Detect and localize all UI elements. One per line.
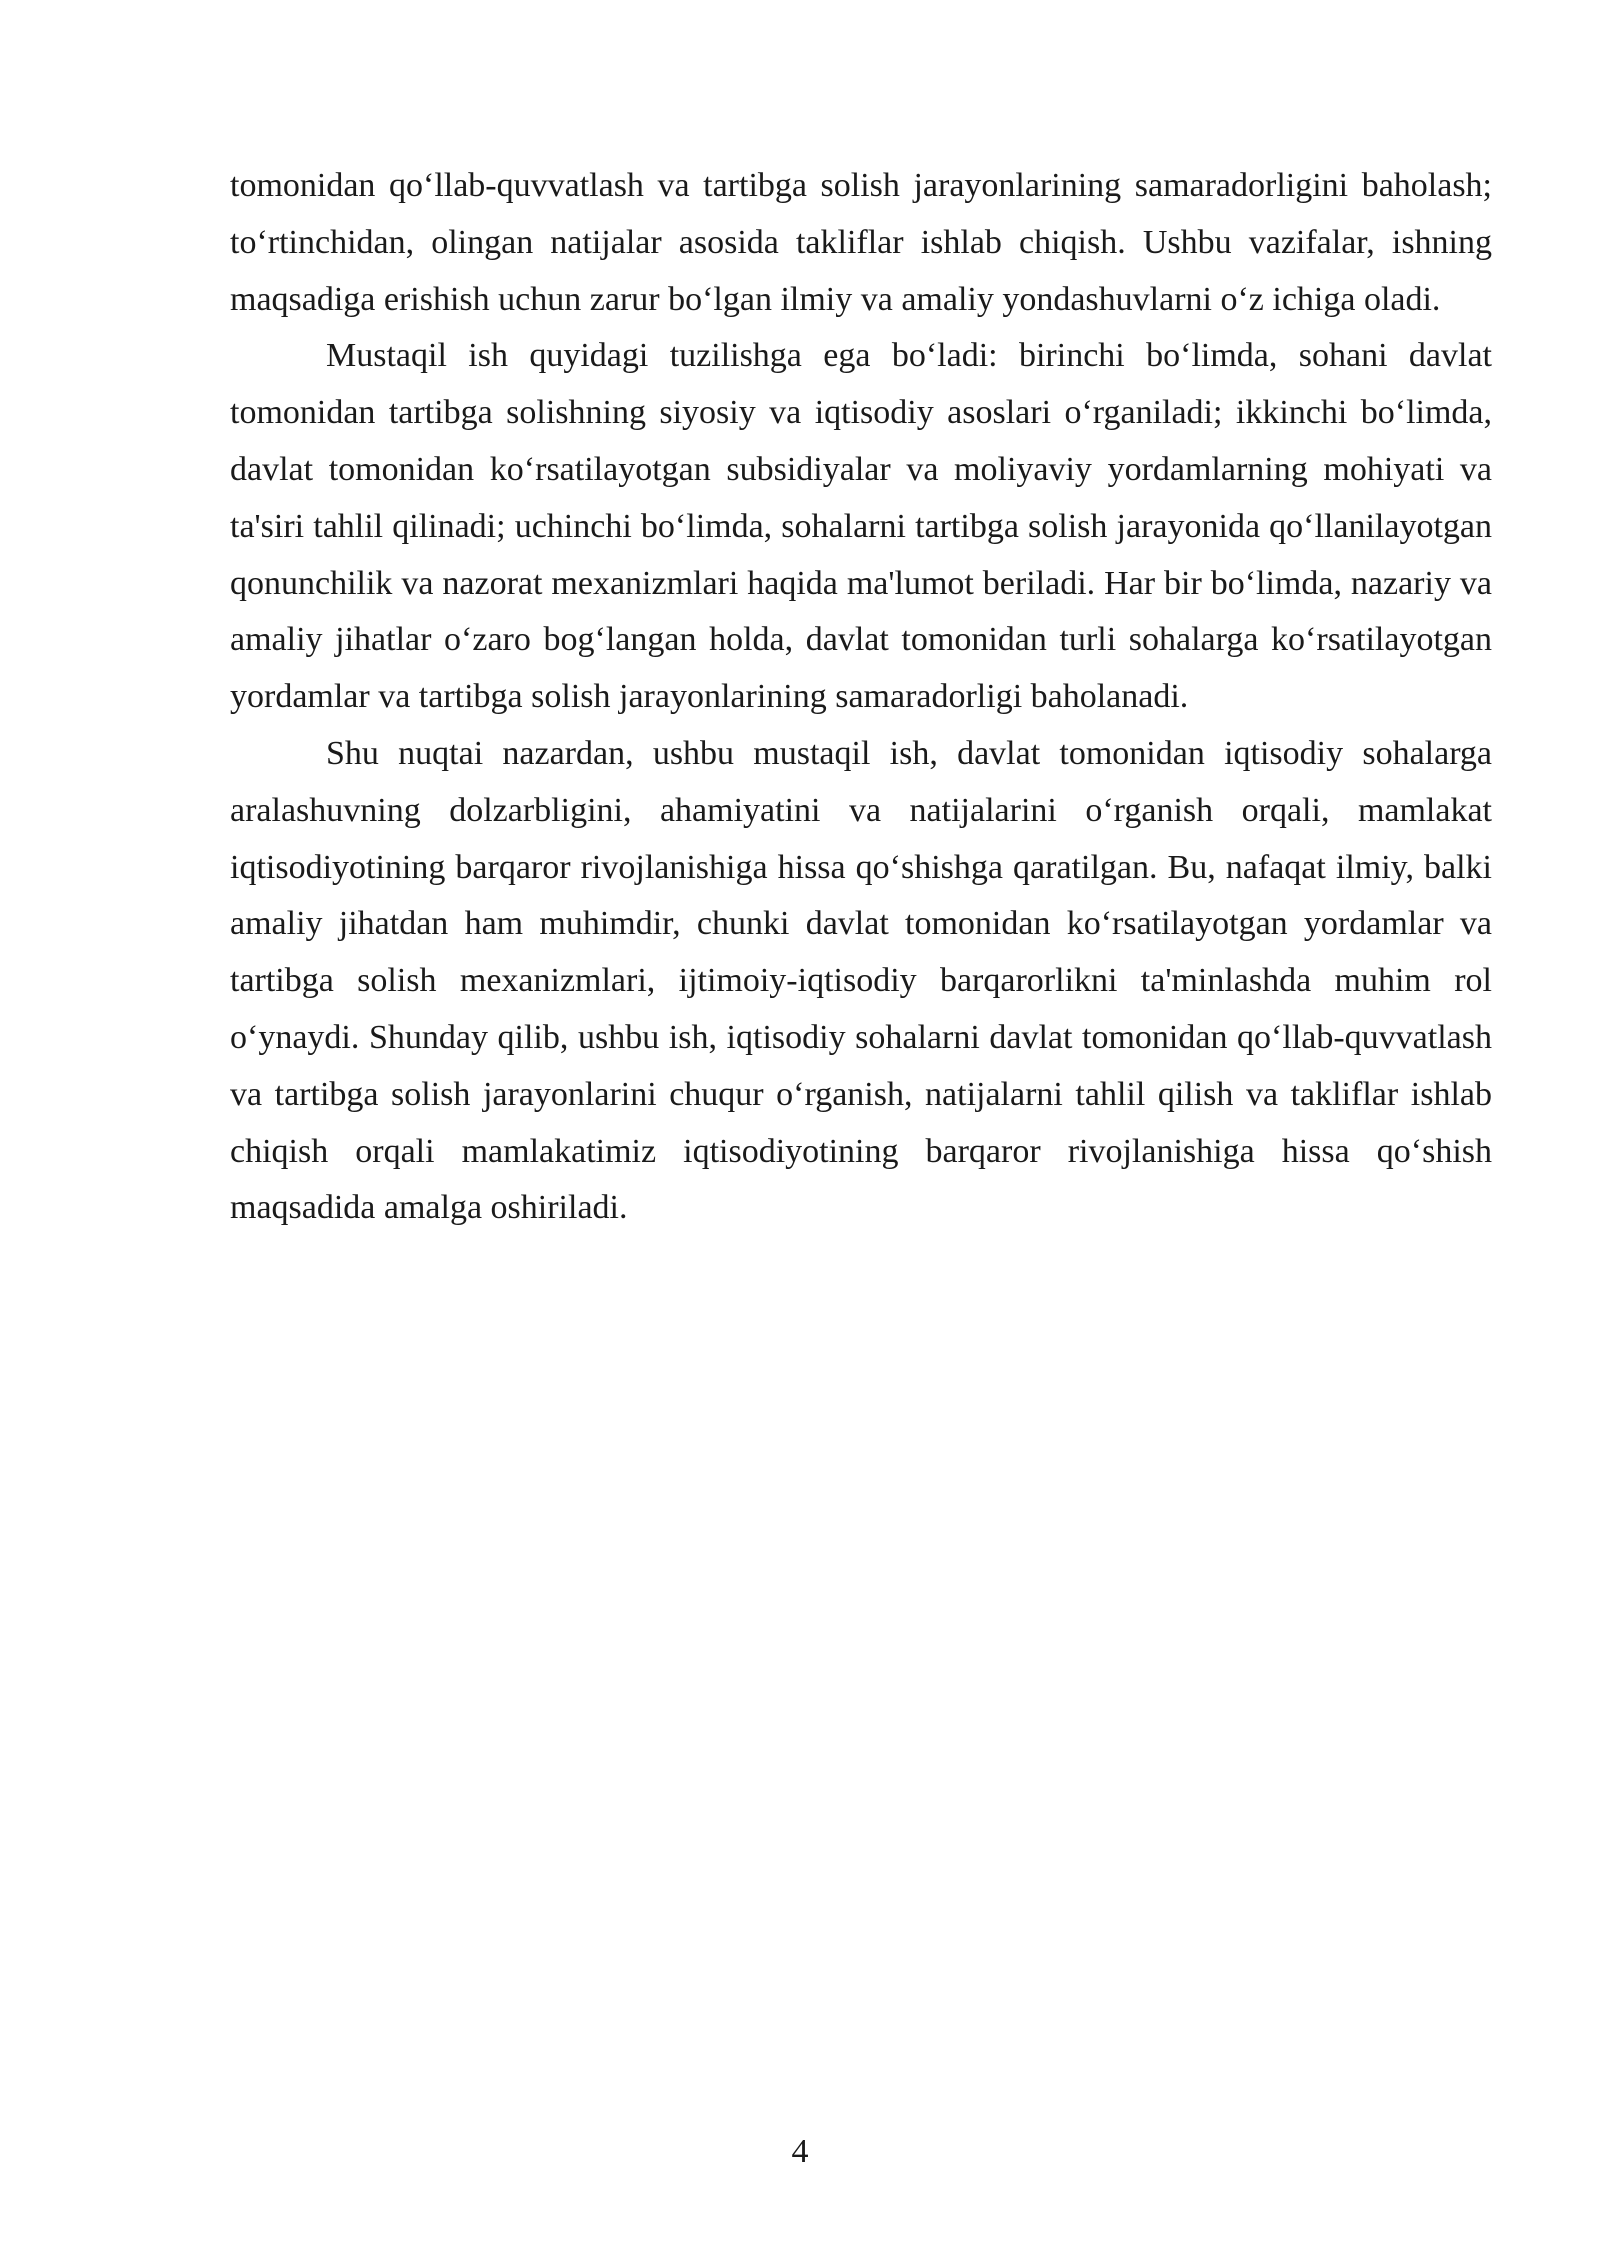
paragraph-structure: Mustaqil ish quyidagi tuzilishga ega bo‘ladi: birinchi bo‘limda, sohani davlat tomonidan tartibga solishning siyosiy va iqtisodiy asoslari o‘rganiladi; ikkinchi bo‘limda, davlat tomonidan ko‘rsatilayotgan subsidiyalar va moliyaviy yordamlarning mohiyati va ta'siri tahlil qilinadi; uchinchi bo‘limda, sohalarni tartibga solish jarayonida qo‘llanilayotgan qonunchilik va nazorat mexanizmlari haqida ma'lumot beriladi. Har bir bo‘limda, nazariy va amaliy jihatlar o‘zaro bog‘langan holda, davlat tomonidan turli sohalarga ko‘rsatilayotgan yordamlar va tartibga solish jarayonlarining samaradorligi baholanadi. <box>230 337 1492 716</box>
paragraph-conclusion: Shu nuqtai nazardan, ushbu mustaqil ish, davlat tomonidan iqtisodiy sohalarga aralashuvning dolzarbligini, ahamiyatini va natijalarini o‘rganish orqali, mamlakat iqtisodiyotining barqaror rivojlanishiga hissa qo‘shishga qaratilgan. Bu, nafaqat ilmiy, balki amaliy jihatdan ham muhimdir, chunki davlat tomonidan ko‘rsatilayotgan yordamlar va tartibga solish mexanizmlari, ijtimoiy-iqtisodiy barqarorlikni ta'minlashda muhim rol o‘ynaydi. Shunday qilib, ushbu ish, iqtisodiy sohalarni davlat tomonidan qo‘llab-quvvatlash va tartibga solish jarayonlarini chuqur o‘rganish, natijalarni tahlil qilish va takliflar ishlab chiqish orqali mamlakatimiz iqtisodiyotining barqaror rivojlanishiga hissa qo‘shish maqsadida amalga oshiriladi. <box>230 734 1492 1227</box>
page-number: 4 <box>791 2133 809 2170</box>
body-text <box>230 158 1492 1237</box>
paragraph-continuation: tomonidan qo‘llab-quvvatlash va tartibga solish jarayonlarining samaradorligini baholash; to‘rtinchidan, olingan natijalar asosida takliflar ishlab chiqish. Ushbu vazifalar, ishning maqsadiga erishish uchun zarur bo‘lgan ilmiy va amaliy yondashuvlarni o‘z ichiga oladi. <box>230 167 1492 318</box>
